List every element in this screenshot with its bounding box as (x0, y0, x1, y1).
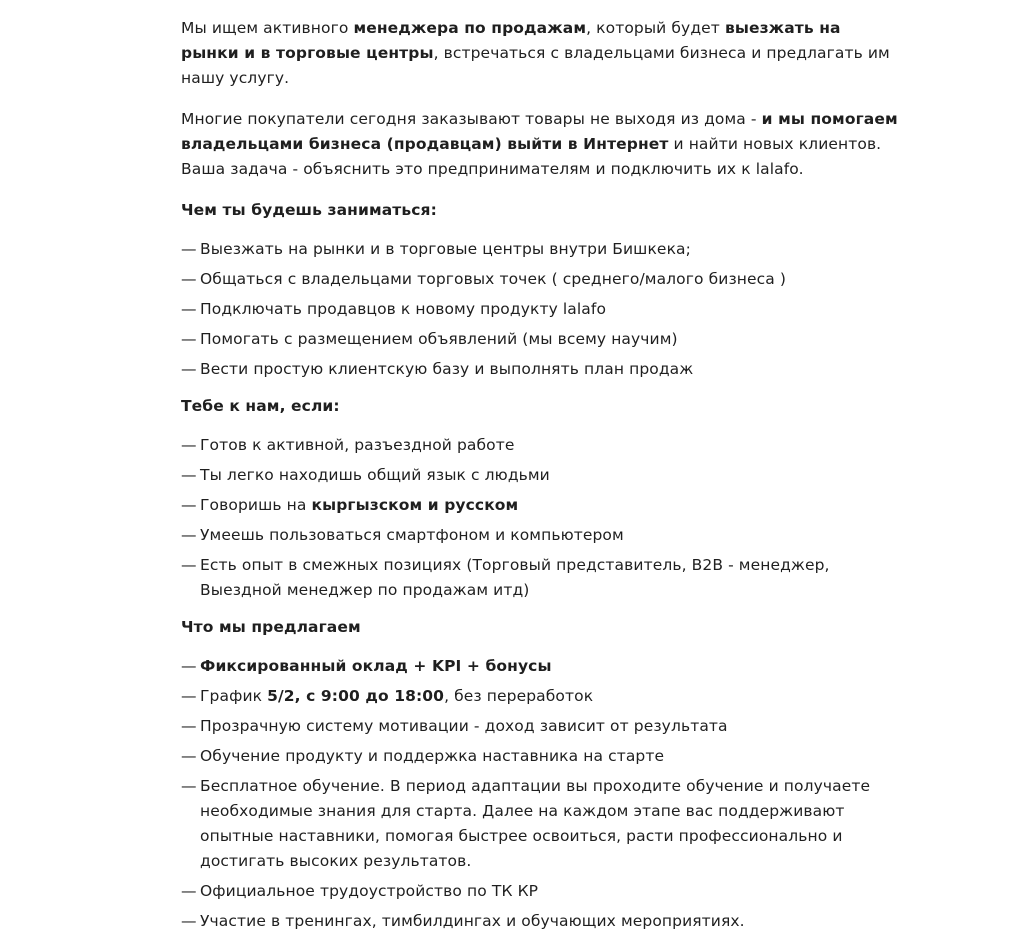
list-item-text: Вести простую клиентскую базу и выполнять план продаж (200, 360, 694, 378)
list-item-bold-salary: Фиксированный оклад + KPI + бонусы (200, 657, 552, 675)
list-item (181, 879, 901, 904)
list-item-text: Готов к активной, разъездной работе (200, 436, 515, 454)
list-item (181, 523, 901, 548)
list-item (181, 684, 901, 709)
list-item-text: График (200, 687, 268, 705)
dash-bullet: — (181, 330, 197, 348)
dash-bullet: — (181, 300, 197, 318)
dash-bullet: — (181, 717, 197, 735)
list-item (181, 463, 901, 488)
list-item-text: Говоришь на (200, 496, 312, 514)
list-item-text: Выезжать на рынки и в торговые центры внутри Бишкека; (200, 240, 691, 258)
list-item (181, 237, 901, 262)
list-item-text: Бесплатное обучение. В период адаптации вы проходите обучение и получаете необходимые знания для старта. Далее на каждом этапе вас поддерживают опытные наставники, помогая быстрее освоиться, расти профессионально и достигать высоких результатов. (200, 777, 871, 870)
list-item-bold-languages: кыргызском и русском (311, 496, 519, 514)
list-item (181, 654, 901, 679)
list-item-text: Обучение продукту и поддержка наставника на старте (200, 747, 665, 765)
list-item (181, 267, 901, 292)
dash-bullet: — (181, 466, 197, 484)
list-item-text: , без переработок (444, 687, 594, 705)
list-item-text: Участие в тренингах, тимбилдингах и обучающих мероприятиях. (200, 912, 745, 930)
requirements-heading: Тебе к нам, если: (181, 397, 340, 415)
dash-bullet: — (181, 240, 197, 258)
list-item (181, 493, 901, 518)
list-item (181, 909, 901, 934)
duties-list (181, 237, 901, 382)
list-item-text: Помогать с размещением объявлений (мы всему научим) (200, 330, 678, 348)
duties-heading: Чем ты будешь заниматься: (181, 201, 437, 219)
dash-bullet: — (181, 912, 197, 930)
list-item-text: Ты легко находишь общий язык с людьми (200, 466, 550, 484)
list-item (181, 327, 901, 352)
list-item-text: Общаться с владельцами торговых точек ( среднего/малого бизнеса ) (200, 270, 787, 288)
intro-bold-mission: и мы помогаем владельцами бизнеса (продавцам) выйти в Интернет (181, 110, 898, 153)
list-item-text: Официальное трудоустройство по ТК КР (200, 882, 539, 900)
job-description (181, 16, 901, 946)
intro-paragraph-1 (181, 16, 901, 91)
list-item (181, 357, 901, 382)
list-item-text: Подключать продавцов к новому продукту lalafo (200, 300, 607, 318)
intro-text: Многие покупатели сегодня заказывают товары не выходя из дома - (181, 110, 762, 128)
dash-bullet: — (181, 882, 197, 900)
requirements-list (181, 433, 901, 603)
dash-bullet: — (181, 687, 197, 705)
dash-bullet: — (181, 436, 197, 454)
offer-list (181, 654, 901, 934)
intro-text: Мы ищем активного (181, 19, 354, 37)
intro-text: , который будет (586, 19, 725, 37)
list-item-bold-schedule: 5/2, с 9:00 до 18:00 (267, 687, 445, 705)
dash-bullet: — (181, 360, 197, 378)
offer-heading: Что мы предлагаем (181, 618, 361, 636)
intro-text: , встречаться с владельцами бизнеса и предлагать им нашу услугу. (181, 44, 890, 87)
list-item (181, 433, 901, 458)
intro-bold-position: менеджера по продажам (353, 19, 587, 37)
intro-text: и найти новых клиентов. Ваша задача - объяснить это предпринимателям и подключить их к lalafo. (181, 135, 882, 178)
dash-bullet: — (181, 777, 197, 795)
dash-bullet: — (181, 270, 197, 288)
dash-bullet: — (181, 657, 197, 675)
dash-bullet: — (181, 747, 197, 765)
dash-bullet: — (181, 496, 197, 514)
intro-paragraph-2 (181, 107, 901, 182)
dash-bullet: — (181, 556, 197, 574)
intro-bold-locations: выезжать на рынки и в торговые центры (181, 19, 841, 62)
list-item (181, 297, 901, 322)
list-item (181, 714, 901, 739)
list-item (181, 553, 901, 603)
list-item (181, 774, 901, 874)
list-item (181, 744, 901, 769)
dash-bullet: — (181, 526, 197, 544)
list-item-text: Прозрачную систему мотивации - доход зависит от результата (200, 717, 728, 735)
list-item-text: Есть опыт в смежных позициях (Торговый представитель, B2B - менеджер, Выездной менеджер по продажам итд) (200, 556, 830, 599)
list-item-text: Умеешь пользоваться смартфоном и компьютером (200, 526, 624, 544)
